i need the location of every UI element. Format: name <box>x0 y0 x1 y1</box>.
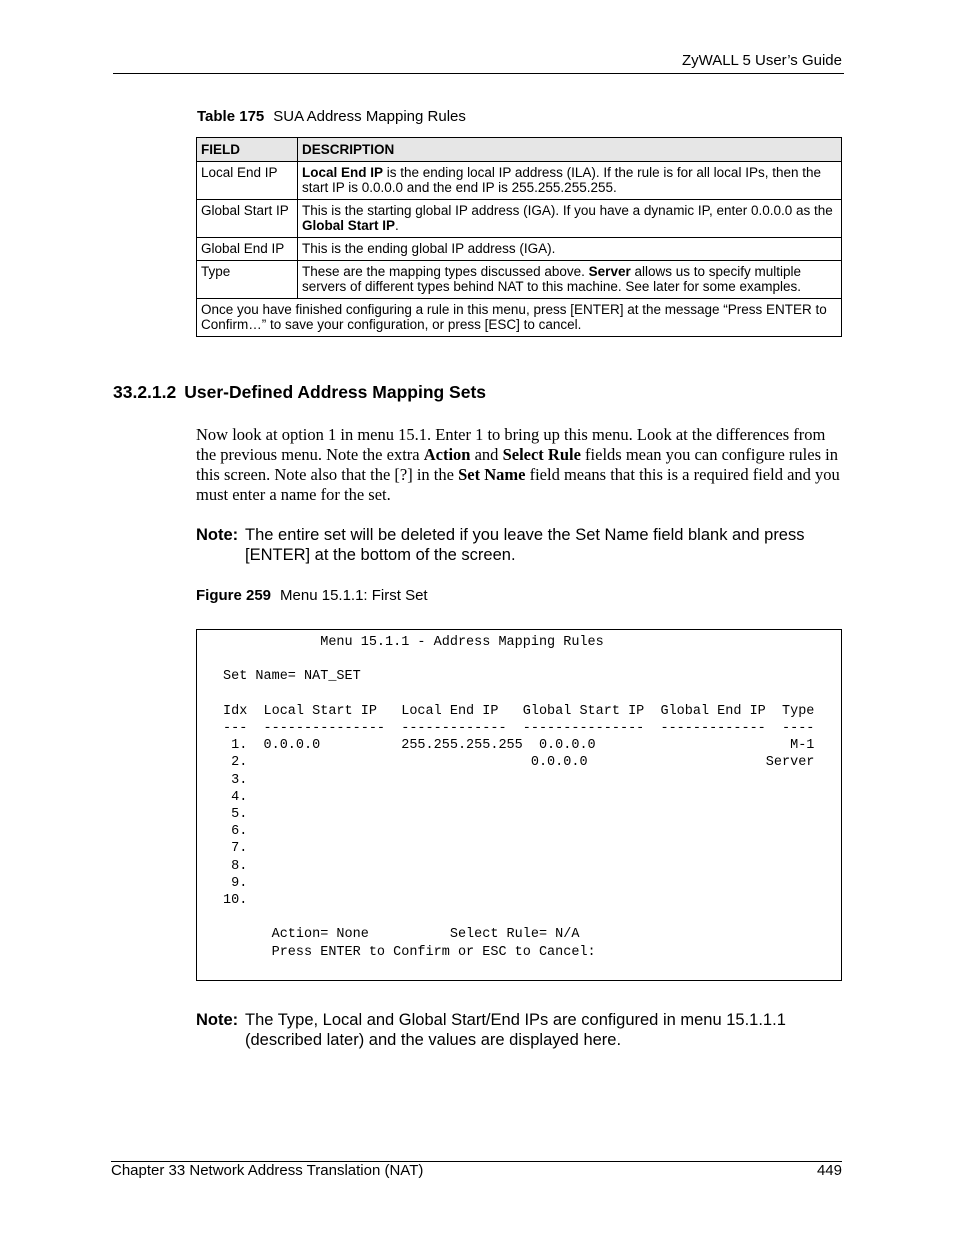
figure-caption <box>196 587 428 604</box>
note-text: The Type, Local and Global Start/End IPs are configured in menu 15.1.1.1 (described later) and the values are displayed here. <box>245 1011 786 1049</box>
table-caption-label: Table 175 <box>197 108 265 125</box>
table-caption-text: SUA Address Mapping Rules <box>273 108 466 125</box>
page-number: 449 <box>816 1162 842 1179</box>
note-label: Note: <box>196 526 239 544</box>
section-title: User-Defined Address Mapping Sets <box>184 382 487 402</box>
description-text: These are the mapping types discussed above. <box>302 264 589 279</box>
field-cell: Global End IP <box>197 238 298 261</box>
paragraph-text: field means that this is a required field and you must enter a name for the set. <box>196 465 840 504</box>
paragraph-text: Now look at option 1 in menu 15.1. Enter 1 to bring up this menu. Look at the differences from the previous menu. Note the extra <box>196 425 826 464</box>
note-label: Note: <box>196 1011 239 1029</box>
running-header: ZyWALL 5 User’s Guide <box>681 52 842 69</box>
description-cell <box>298 200 842 238</box>
paragraph-text: fields mean you can configure rules in this screen. Note also that the [?] in the <box>196 445 838 484</box>
description-text: allows us to specify multiple servers of different types behind NAT to this machine. See later for some examples. <box>302 264 802 294</box>
col-field-header: FIELD <box>197 138 298 162</box>
description-cell <box>298 162 842 200</box>
note-set-name <box>196 525 846 565</box>
description-text: This is the starting global IP address (IGA). If you have a dynamic IP, enter 0.0.0.0 as the <box>302 203 833 218</box>
terminal-screen-text: Menu 15.1.1 - Address Mapping Rules Set Name= NAT_SET Idx Local Start IP Local End IP Global Start IP Global End IP Type --- --------------- ------------- --------------- ------------- ---- 1. 0.0.0.0 255.255.255.255 0.0.0.0 M-1 2. 0.0.0.0 Server 3. 4. 5. 6. 7. 8. 9. 10. Action= None Select Rule= N/A Press ENTER to Confirm or ESC to Cancel: <box>223 635 815 960</box>
bold-term: Set Name <box>458 465 526 484</box>
description-cell: This is the ending global IP address (IGA). <box>298 238 842 261</box>
figure-caption-text: Menu 15.1.1: First Set <box>280 587 428 604</box>
sua-mapping-rules-table <box>196 137 842 337</box>
body-paragraph <box>196 425 846 505</box>
col-description-header: DESCRIPTION <box>298 138 842 162</box>
footer-chapter: Chapter 33 Network Address Translation (NAT) <box>111 1162 424 1179</box>
page-footer <box>111 1162 842 1179</box>
note-text: The entire set will be deleted if you leave the Set Name field blank and press [ENTER] at the bottom of the screen. <box>245 526 805 564</box>
description-cell <box>298 261 842 299</box>
section-number: 33.2.1.2 <box>113 382 177 402</box>
description-text: . <box>395 218 399 233</box>
bold-term: Global Start IP <box>302 218 396 233</box>
table-footer-cell: Once you have finished configuring a rule in this menu, press [ENTER] at the message “Press ENTER to Confirm…” to save your configuration, or press [ESC] to cancel. <box>197 299 842 337</box>
table-caption <box>197 108 466 125</box>
bold-term: Select Rule <box>502 445 581 464</box>
bold-term: Local End IP <box>302 165 384 180</box>
table-row <box>197 200 842 238</box>
table-row <box>197 238 842 261</box>
field-cell: Global Start IP <box>197 200 298 238</box>
paragraph-text: and <box>470 445 503 464</box>
bold-term: Server <box>588 264 631 279</box>
header-rule <box>113 73 844 74</box>
section-heading <box>113 382 494 403</box>
table-row <box>197 261 842 299</box>
description-text: is the ending local IP address (ILA). If the rule is for all local IPs, then the start IP is 0.0.0.0 and the end IP is 255.255.255.255. <box>302 165 821 195</box>
field-cell: Local End IP <box>197 162 298 200</box>
figure-caption-label: Figure 259 <box>196 587 272 604</box>
table-row <box>197 162 842 200</box>
note-configured-values <box>196 1010 846 1050</box>
table-header-row <box>197 138 842 162</box>
table-footer-row <box>197 299 842 337</box>
field-cell: Type <box>197 261 298 299</box>
bold-term: Action <box>423 445 471 464</box>
terminal-screen-figure <box>196 629 842 981</box>
